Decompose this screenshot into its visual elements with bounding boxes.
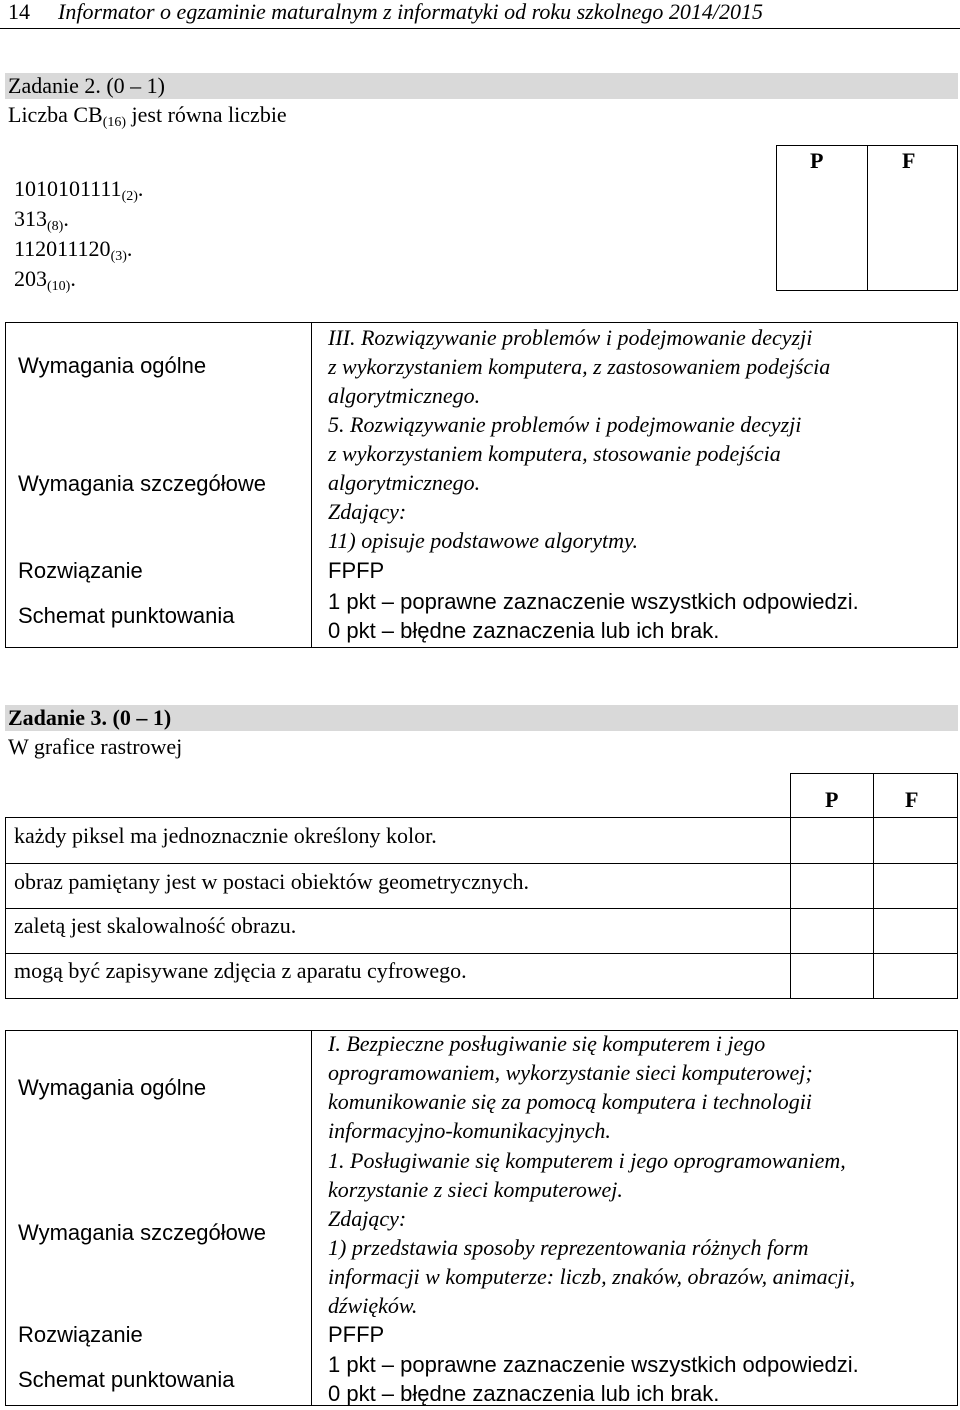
task3-scoring-line: 1 pkt – poprawne zaznaczenie wszystkich odpowiedzi. (328, 1352, 859, 1377)
task3-option-3: zaletą jest skalowalność obrazu. (14, 913, 297, 938)
task3-scoring-line: 0 pkt – błędne zaznaczenia lub ich brak. (328, 1381, 720, 1406)
task2-f-header: F (902, 148, 916, 173)
task2-solution: FPFP (328, 558, 385, 583)
header-rule (0, 28, 960, 29)
task2-general-line: z wykorzystaniem komputera, z zastosowaniem podejścia (328, 354, 831, 379)
task3-p-header: P (825, 787, 839, 812)
task2-detailed-line: 5. Rozwiązywanie problemów i podejmowanie decyzji (328, 412, 802, 437)
task3-detailed-line: 1) przedstawia sposoby reprezentowania różnych form (328, 1235, 809, 1260)
task3-option-4: mogą być zapisywane zdjęcia z aparatu cyfrowego. (14, 958, 467, 983)
task2-detailed-line: Zdający: (328, 499, 407, 524)
task2-general-line: III. Rozwiązywanie problemów i podejmowanie decyzji (328, 325, 813, 350)
task2-scoring-line: 1 pkt – poprawne zaznaczenie wszystkich odpowiedzi. (328, 589, 859, 614)
task3-general-line: I. Bezpieczne posługiwanie się komputerem i jego (328, 1031, 766, 1056)
task3-detailed-line: Zdający: (328, 1206, 407, 1231)
task3-option-2: obraz pamiętany jest w postaci obiektów geometrycznych. (14, 869, 529, 894)
task2-p-header: P (810, 148, 824, 173)
task2-label-detailed: Wymagania szczegółowe (18, 471, 267, 496)
task3-label-general: Wymagania ogólne (18, 1075, 207, 1100)
task3-detailed-line: 1. Posługiwanie się komputerem i jego oprogramowaniem, (328, 1148, 846, 1173)
task2-detailed-line: algorytmicznego. (328, 470, 481, 495)
task2-option-3: $112011120_{(3)}$. (14, 236, 133, 264)
task2-detailed-line: z wykorzystaniem komputera, stosowanie podejścia (328, 441, 781, 466)
task2-option-2: $313_{(8)}$. (14, 206, 69, 234)
task3-general-line: komunikowanie się za pomocą komputera i technologii (328, 1089, 812, 1114)
task3-solution: PFFP (328, 1322, 385, 1347)
task2-option-4: $203_{(10)}$. (14, 266, 76, 294)
task2-label-general: Wymagania ogólne (18, 353, 207, 378)
task2-question: Liczba $CB_{(16)}$ jest równa liczbie (8, 102, 287, 130)
task3-label-detailed: Wymagania szczegółowe (18, 1220, 267, 1245)
task2-label-solution: Rozwiązanie (18, 558, 143, 583)
task2-general-line: algorytmicznego. (328, 383, 481, 408)
task2-option-1: $1010101111_{(2)}$. (14, 176, 144, 204)
task2-scoring-line: 0 pkt – błędne zaznaczenia lub ich brak. (328, 618, 720, 643)
page-number: 14 (8, 0, 30, 24)
task2-title: Zadanie 2. (0 – 1) (8, 73, 165, 98)
task3-f-header: F (905, 787, 919, 812)
task2-detailed-line: 11) opisuje podstawowe algorytmy. (328, 528, 639, 553)
task3-general-line: informacyjno-komunikacyjnych. (328, 1118, 611, 1143)
task3-option-1: każdy piksel ma jednoznacznie określony kolor. (14, 823, 437, 848)
running-title: Informator o egzaminie maturalnym z informatyki od roku szkolnego 2014/2015 (58, 0, 763, 24)
task3-title: Zadanie 3. (0 – 1) (8, 705, 172, 730)
task3-general-line: oprogramowaniem, wykorzystanie sieci komputerowej; (328, 1060, 813, 1085)
task3-detailed-line: dźwięków. (328, 1293, 418, 1318)
task3-question: W grafice rastrowej (8, 734, 183, 759)
task3-label-scoring: Schemat punktowania (18, 1367, 235, 1392)
task3-detailed-line: informacji w komputerze: liczb, znaków, obrazów, animacji, (328, 1264, 856, 1289)
task3-detailed-line: korzystanie z sieci komputerowej. (328, 1177, 623, 1202)
task2-label-scoring: Schemat punktowania (18, 603, 235, 628)
task3-label-solution: Rozwiązanie (18, 1322, 143, 1347)
